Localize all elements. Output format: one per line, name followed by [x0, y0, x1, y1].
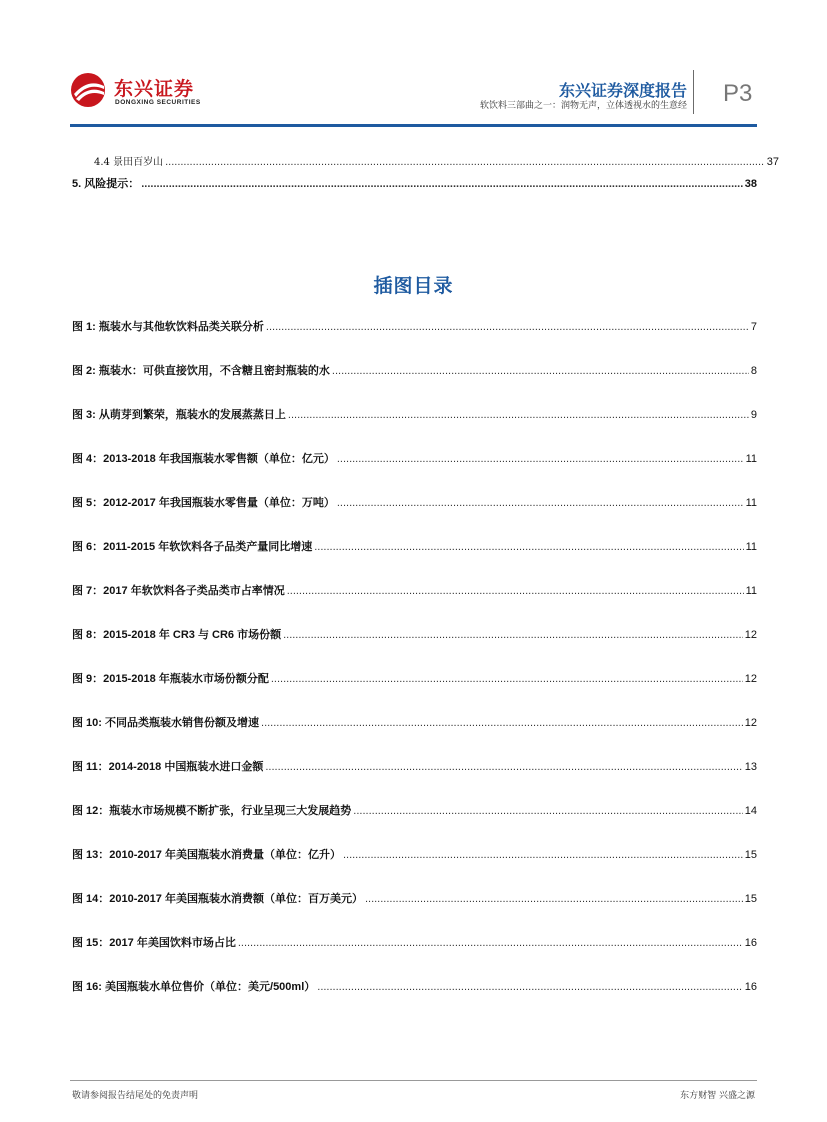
figure-entry-label: 图 8：2015-2018 年 CR3 与 CR6 市场份额 — [72, 629, 282, 641]
toc-entry[interactable] — [72, 153, 779, 169]
report-title: 东兴证券深度报告 — [558, 83, 687, 100]
figure-entry[interactable] — [72, 934, 757, 950]
toc-leader-dots — [141, 178, 743, 190]
figure-leader-dots — [314, 541, 743, 553]
figure-entry-label: 图 6：2011-2015 年软饮料各子品类产量同比增速 — [72, 541, 313, 553]
figure-entry[interactable] — [72, 582, 757, 598]
figure-entry-page: 12 — [744, 717, 757, 729]
toc-leader-dots — [165, 156, 765, 168]
figure-entry-page: 15 — [744, 849, 757, 861]
figure-entry-page: 12 — [744, 629, 757, 641]
figure-entry-label: 图 11：2014-2018 中国瓶装水进口金额 — [72, 761, 264, 773]
figure-leader-dots — [353, 805, 742, 817]
figure-entry-label: 图 16: 美国瓶装水单位售价（单位：美元/500ml） — [72, 981, 316, 993]
figure-entry-label: 图 12：瓶装水市场规模不断扩张，行业呈现三大发展趋势 — [72, 805, 352, 817]
figure-entry[interactable] — [72, 626, 757, 642]
figure-entry-label: 图 1: 瓶装水与其他软饮料品类关联分析 — [72, 321, 264, 333]
figure-entry-label: 图 10: 不同品类瓶装水销售份额及增速 — [72, 717, 260, 729]
figure-entry-label: 图 7：2017 年软饮料各子类品类市占率情况 — [72, 585, 285, 597]
figure-leader-dots — [332, 365, 749, 377]
report-subtitle: 软饮料三部曲之一：润物无声，立体透视水的生意经 — [479, 101, 687, 111]
figure-leader-dots — [317, 981, 742, 993]
figure-entry[interactable] — [72, 714, 757, 730]
page-number: P3 — [723, 80, 753, 107]
figure-entry[interactable] — [72, 758, 757, 774]
figure-entry-page: 11 — [745, 541, 757, 553]
figure-entry-page: 12 — [744, 673, 757, 685]
figure-entry-page: 16 — [744, 937, 757, 949]
figure-entry-label: 图 9：2015-2018 年瓶装水市场份额分配 — [72, 673, 269, 685]
figure-entry-page: 13 — [744, 761, 757, 773]
figure-entry-label: 图 13：2010-2017 年美国瓶装水消费量（单位：亿升） — [72, 849, 341, 861]
figure-leader-dots — [337, 497, 744, 509]
figure-entry-page: 16 — [744, 981, 757, 993]
figure-entry-page: 7 — [750, 321, 757, 333]
figure-entry[interactable] — [72, 362, 757, 378]
toc-entry[interactable] — [72, 175, 757, 191]
figure-entry-page: 9 — [750, 409, 757, 421]
header-rule — [70, 124, 757, 127]
figure-entry-page: 11 — [745, 497, 757, 509]
figures-heading: 插图目录 — [373, 276, 454, 297]
figure-entry-label: 图 15：2017 年美国饮料市场占比 — [72, 937, 236, 949]
toc-entry-label: 4.4 景田百岁山 — [94, 157, 164, 168]
dongxing-logo-icon — [70, 72, 110, 108]
figure-leader-dots — [287, 585, 744, 597]
figure-entry-label: 图 5：2012-2017 年我国瓶装水零售量（单位：万吨） — [72, 497, 335, 509]
figure-entry[interactable] — [72, 494, 757, 510]
figure-leader-dots — [265, 761, 742, 773]
figure-entry[interactable] — [72, 846, 757, 862]
footer-rule — [70, 1080, 757, 1081]
logo-name: 东兴证券 — [114, 79, 195, 100]
figure-leader-dots — [343, 849, 743, 861]
figure-entry[interactable] — [72, 670, 757, 686]
figure-leader-dots — [288, 409, 749, 421]
figure-entry-page: 11 — [745, 585, 757, 597]
figure-entry-page: 14 — [744, 805, 757, 817]
figure-entry-page: 11 — [745, 453, 757, 465]
toc-entry-page: 37 — [766, 156, 779, 168]
toc-entry-label: 5. 风险提示： — [72, 178, 140, 190]
figure-leader-dots — [266, 321, 749, 333]
figure-entry[interactable] — [72, 538, 757, 554]
figure-entry[interactable] — [72, 978, 757, 994]
figure-entry-page: 15 — [744, 893, 757, 905]
figure-entry[interactable] — [72, 802, 757, 818]
figure-entry[interactable] — [72, 450, 757, 466]
figure-entry-page: 8 — [750, 365, 757, 377]
header-divider — [693, 70, 694, 114]
figure-leader-dots — [261, 717, 743, 729]
toc-entry-page: 38 — [744, 178, 757, 190]
figure-entry-label: 图 2: 瓶装水：可供直接饮用，不含糖且密封瓶装的水 — [72, 365, 330, 377]
figure-leader-dots — [365, 893, 743, 905]
figure-leader-dots — [238, 937, 743, 949]
logo-english: DONGXING SECURITIES — [115, 99, 201, 106]
figure-entry[interactable] — [72, 318, 757, 334]
figure-entry-label: 图 4：2013-2018 年我国瓶装水零售额（单位：亿元） — [72, 453, 335, 465]
company-logo — [70, 72, 201, 108]
footer-disclaimer: 敬请参阅报告结尾处的免责声明 — [72, 1091, 199, 1101]
figure-leader-dots — [337, 453, 744, 465]
figure-leader-dots — [283, 629, 743, 641]
page-header — [0, 0, 827, 130]
figure-entry-label: 图 14：2010-2017 年美国瓶装水消费额（单位：百万美元） — [72, 893, 363, 905]
footer-slogan: 东方财智 兴盛之源 — [680, 1091, 755, 1101]
figure-entry[interactable] — [72, 406, 757, 422]
figure-entry-label: 图 3: 从萌芽到繁荣，瓶装水的发展蒸蒸日上 — [72, 409, 286, 421]
figure-leader-dots — [271, 673, 743, 685]
figure-entry[interactable] — [72, 890, 757, 906]
